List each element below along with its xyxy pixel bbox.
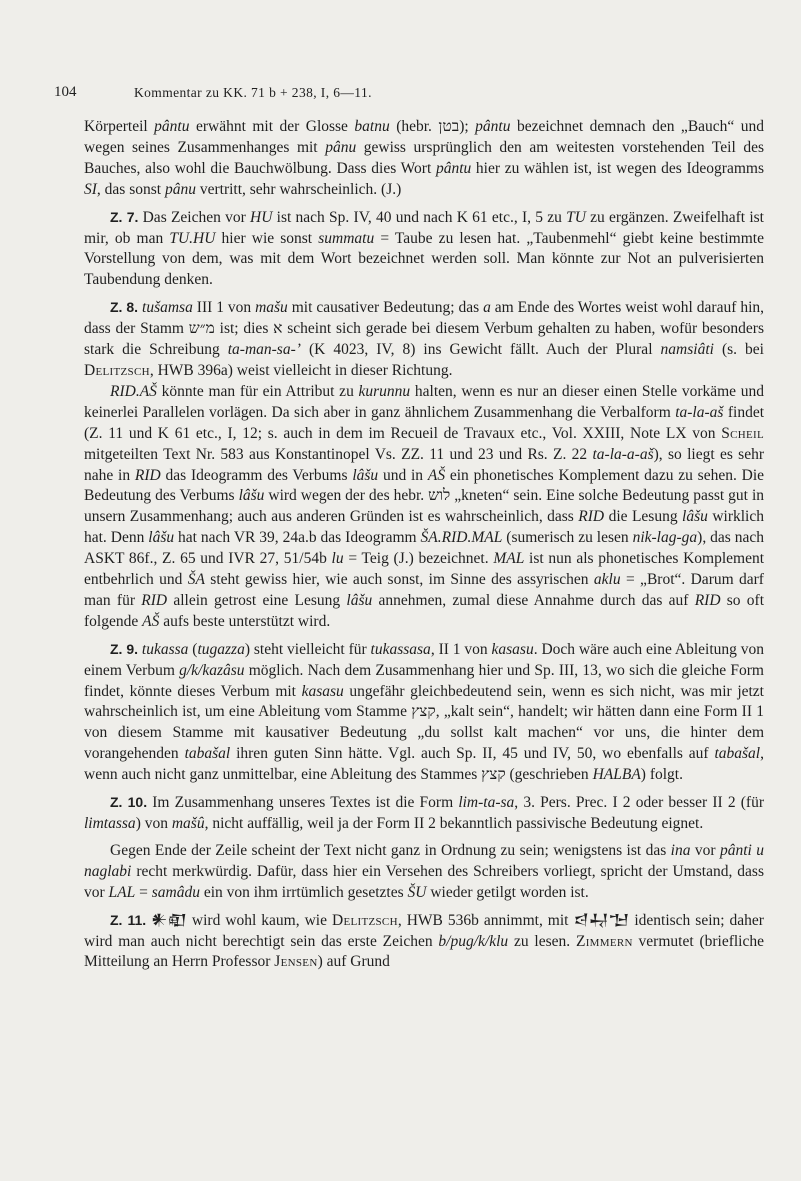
text-run: Körperteil: [84, 118, 155, 135]
text-run: ist nun als phonetisches Komplement entbehrlich und: [84, 550, 765, 589]
text-run: ungefähr gleichbedeutend sein, wenn es sich nicht, was mir jetzt wahrscheinlich ist, um eine Ableitung vom Stamme קצץ, „kalt sein“, handelt; wir hätten dann eine Form II 1 von diesem Stamme mit kausativer Bedeutung „du sollst kalt machen“ vor uns, die hinter dem vorangehenden: [84, 682, 764, 763]
italic-term: ŠA.RID.MAL: [420, 529, 503, 547]
text-run: (s. bei: [713, 341, 764, 359]
text-run: 𒀭𒊏 wird wohl kaum, wie: [146, 911, 332, 929]
italic-term: aklu: [593, 571, 621, 589]
italic-term: lim-ta-sa: [458, 794, 515, 812]
italic-term: tušamsa: [142, 299, 193, 317]
italic-term: nik-lag-ga: [632, 529, 698, 547]
text-run: ) steht vielleicht für: [244, 640, 371, 658]
italic-term: RID: [141, 591, 168, 609]
italic-term: batnu: [354, 118, 390, 135]
text-run: ihren guten Sinn hätte. Vgl. auch Sp. II, 45 und IV, 50, wo ebenfalls auf: [230, 745, 715, 763]
text-run: die Lesung: [604, 508, 683, 526]
text-run: so oft folgende: [84, 591, 765, 630]
paragraph-p3: [84, 382, 764, 633]
text-run: , HWB 536b annimmt, mit 𒁀𒄷𒈠 identisch sein; daher wird man auch nicht berechtigt sein das erste Zeichen: [84, 911, 764, 950]
text-run: wieder getilgt worden ist.: [426, 883, 589, 901]
paragraph-p4: [84, 639, 764, 786]
author-name: Jensen: [274, 953, 318, 971]
italic-term: pânu: [164, 180, 196, 198]
text-run: wird wegen der des hebr. לוש „kneten“ sein. Eine solche Bedeutung passt gut in unsern Zusammenhang; auch aus anderen Gründen ist es wahrscheinlich, dass: [84, 487, 764, 526]
italic-term: RID.AŠ: [110, 382, 157, 400]
author-name: Scheil: [721, 424, 764, 442]
text-run: , HWB 396a) weist vielleicht in dieser Richtung.: [149, 361, 453, 379]
italic-term: ŠU: [407, 883, 427, 901]
text-run: (hebr. בטן);: [389, 118, 476, 135]
text-run: ein phonetisches Komplement dazu zu sehen. Die Bedeutung des Verbums: [84, 466, 765, 505]
text-run: (: [188, 640, 198, 658]
italic-term: namsiâti: [660, 341, 714, 359]
text-run: hier zu wählen ist, ist wegen des Ideogramms: [471, 159, 764, 177]
text-run: möglich. Nach dem Zusammenhang hier und Sp. III, 13, wo sich die gleiche Form findet, könnte dieses Verbum mit: [84, 661, 764, 700]
text-run: (K 4023, IV, 8) ins Gewicht fällt. Auch der Plural: [300, 341, 661, 359]
text-run: , 3. Pers. Prec. I 2 oder besser II 2 (für: [514, 794, 764, 812]
text-run: , II 1 von: [430, 640, 492, 658]
italic-term: ta-la-aš: [675, 403, 724, 421]
paragraph-p2: [84, 297, 764, 382]
text-run: steht gewiss hier, wie auch sonst, im Sinne des assyrischen: [204, 571, 594, 589]
text-run: = Teig (J.) bezeichnet.: [343, 550, 494, 568]
line-reference: Z. 10.: [110, 794, 148, 811]
text-run: und in: [378, 466, 428, 484]
italic-term: TU: [566, 208, 586, 226]
paragraph-p1: [84, 207, 764, 292]
text-run: hat nach VR 39, 24a.b das Ideogramm: [174, 529, 421, 547]
text-run: = Taube zu lesen hat. „Taubenmehl“ giebt keine bestimmte Vorstellung von dem, was mit dem Wort bezeichnet werden soll. Man könnte zur Not an pulverisierten Taubendung denken.: [84, 229, 764, 289]
line-reference: Z. 8.: [110, 299, 139, 316]
text-run: hier wie sonst: [215, 229, 319, 247]
text-run: recht merkwürdig. Dafür, dass hier ein Versehen des Schreibers vorliegt, spricht der Umstand, dass vor: [84, 862, 764, 901]
author-name: Delitzsch: [331, 911, 398, 929]
text-run: findet (Z. 11 und K 61 etc., I, 12; s. auch in dem im Recueil de Travaux etc., Vol. XXIII, Note LX von: [84, 403, 764, 442]
text-run: das Ideogramm des Verbums: [160, 466, 353, 484]
text-run: zu ergänzen. Zweifelhaft ist mir, ob man: [84, 208, 764, 247]
italic-term: ta-la-a-aš: [592, 445, 654, 463]
text-run: vor: [690, 841, 720, 859]
italic-term: lâšu: [682, 508, 708, 526]
italic-term: tukassa: [141, 640, 189, 658]
text-run: ) auf Grund: [317, 953, 390, 971]
author-name: Zimmern: [575, 932, 633, 950]
text-run: aufs beste unterstützt wird.: [159, 612, 331, 630]
text-run: Das Zeichen vor: [138, 208, 251, 226]
italic-term: AŠ: [142, 612, 160, 630]
text-run: ein von ihm irrtümlich gesetztes: [200, 883, 408, 901]
italic-term: lâšu: [346, 591, 373, 609]
text-run: am Ende des Wortes weist wohl darauf hin, dass der Stamm מ״ש ist; dies א scheint sich gerade bei diesem Verbum gehalten zu haben, wofür besonders stark die Schreibung: [84, 299, 764, 359]
text-run: ), das nach ASKT 86f., Z. 65 und IVR 27, 51/54b: [84, 529, 764, 568]
italic-term: tukassasa: [370, 640, 431, 658]
text-run: . Doch wäre auch eine Ableitung von einem Verbum: [84, 640, 764, 679]
italic-term: lu: [331, 550, 344, 568]
italic-term: AŠ: [427, 466, 446, 484]
italic-term: MAL: [493, 550, 525, 568]
text-run: , wenn auch nicht ganz unmittelbar, eine Ableitung des Stammes קצץ (geschrieben: [84, 745, 764, 784]
text-run: Gegen Ende der Zeile scheint der Text nicht ganz in Ordnung zu sein; wenigstens ist das: [110, 841, 671, 859]
running-head: Kommentar zu KK. 71 b + 238, I, 6—11.: [134, 85, 372, 100]
text-run: =: [135, 883, 152, 901]
text-run: (sumerisch zu lesen: [502, 529, 633, 547]
italic-term: tabašal: [184, 745, 231, 763]
italic-term: pântu: [475, 118, 511, 135]
italic-term: mašu: [255, 299, 288, 317]
text-run: ) von: [135, 815, 172, 832]
italic-term: lâšu: [352, 466, 379, 484]
text-run: allein getrost eine Lesung: [167, 591, 347, 609]
text-run: ), so liegt es sehr nahe in: [84, 445, 764, 484]
italic-term: lâšu: [148, 529, 175, 547]
italic-term: g/k/kazâsu: [179, 661, 245, 679]
italic-term: ina: [670, 841, 691, 859]
italic-term: pântu: [154, 118, 190, 135]
text-run: ist nach Sp. IV, 40 und nach K 61 etc., I, 5 zu: [272, 208, 567, 226]
text-run: mitgeteilten Text Nr. 583 aus Konstantinopel Vs. ZZ. 11 und 23 und Rs. Z. 22: [84, 445, 593, 463]
text-run: , das sonst: [96, 180, 165, 198]
italic-term: b/pug/k/klu: [438, 932, 509, 950]
text-run: wirklich hat. Denn: [84, 508, 764, 547]
italic-term: TU.HU: [169, 229, 216, 247]
paragraph-p5: [84, 792, 764, 835]
page-header: [54, 84, 764, 108]
text-run: , nicht auffällig, weil ja der Form II 2 bekanntlich passivische Bedeutung eignet.: [204, 815, 704, 832]
italic-term: kasasu: [301, 682, 344, 700]
text-run: bezeichnet demnach den „Bauch“ und wegen seines Zusammenhanges mit: [84, 118, 765, 156]
paragraph-p6: [84, 841, 764, 904]
text-run: mit causativer Bedeutung; das: [287, 299, 484, 317]
text-run: vertritt, sehr wahrscheinlich. (J.): [195, 180, 402, 198]
italic-term: pânu: [325, 138, 357, 156]
line-reference: Z. 11.: [110, 911, 147, 928]
italic-term: kasasu: [491, 640, 534, 658]
commentary-text: [84, 117, 764, 973]
paragraph-p0: [84, 117, 764, 201]
italic-term: limtassa: [84, 815, 136, 832]
italic-term: mašû: [171, 815, 205, 832]
text-run: Im Zusammenhang unseres Textes ist die Form: [147, 794, 459, 812]
text-run: vermutet (briefliche Mitteilung an Herrn Professor: [84, 932, 764, 971]
italic-term: pântu: [435, 159, 472, 177]
text-run: annehmen, zumal diese Annahme durch das auf: [372, 591, 695, 609]
line-reference: Z. 9.: [110, 640, 139, 657]
italic-term: kurunnu: [358, 382, 411, 400]
italic-term: RID: [694, 591, 721, 609]
italic-term: tugazza: [197, 640, 245, 658]
italic-term: tabašal: [714, 745, 761, 763]
text-run: halten, wenn es nur an dieser einen Stelle vorkäme und keinerlei Parallelen vorlägen. Da sich aber in ganz ähnlichem Zusammenhang die Verbalform: [84, 382, 764, 421]
italic-term: pânti u naglabi: [84, 841, 764, 880]
text-run: gewiss ursprünglich den am weitesten vorstehenden Teil des Bauches, also wohl die Bauchwölbung. Dass dies Wort: [84, 138, 764, 177]
author-name: Delitzsch: [84, 361, 150, 379]
text-run: erwähnt mit der Glosse: [189, 118, 355, 135]
italic-term: HALBA: [592, 766, 641, 784]
italic-term: ta-man-sa-’: [227, 341, 301, 359]
italic-term: summatu: [318, 229, 375, 247]
italic-term: a: [483, 299, 491, 317]
line-reference: Z. 7.: [110, 208, 139, 225]
text-run: könnte man für ein Attribut zu: [156, 382, 359, 400]
italic-term: samâdu: [151, 883, 200, 901]
italic-term: HU: [250, 208, 273, 226]
italic-term: SI: [84, 180, 97, 198]
italic-term: RID: [578, 508, 605, 526]
text-run: zu lesen.: [508, 932, 576, 950]
paragraph-p7: [84, 910, 764, 974]
page-number: 104: [54, 84, 77, 100]
italic-term: LAL: [108, 883, 136, 901]
text-run: ) folgt.: [640, 766, 683, 784]
text-run: III 1 von: [192, 299, 256, 317]
text-run: = „Brot“. Darum darf man für: [84, 571, 764, 609]
italic-term: ŠA: [187, 571, 205, 589]
italic-term: RID: [134, 466, 161, 484]
italic-term: lâšu: [238, 487, 265, 505]
